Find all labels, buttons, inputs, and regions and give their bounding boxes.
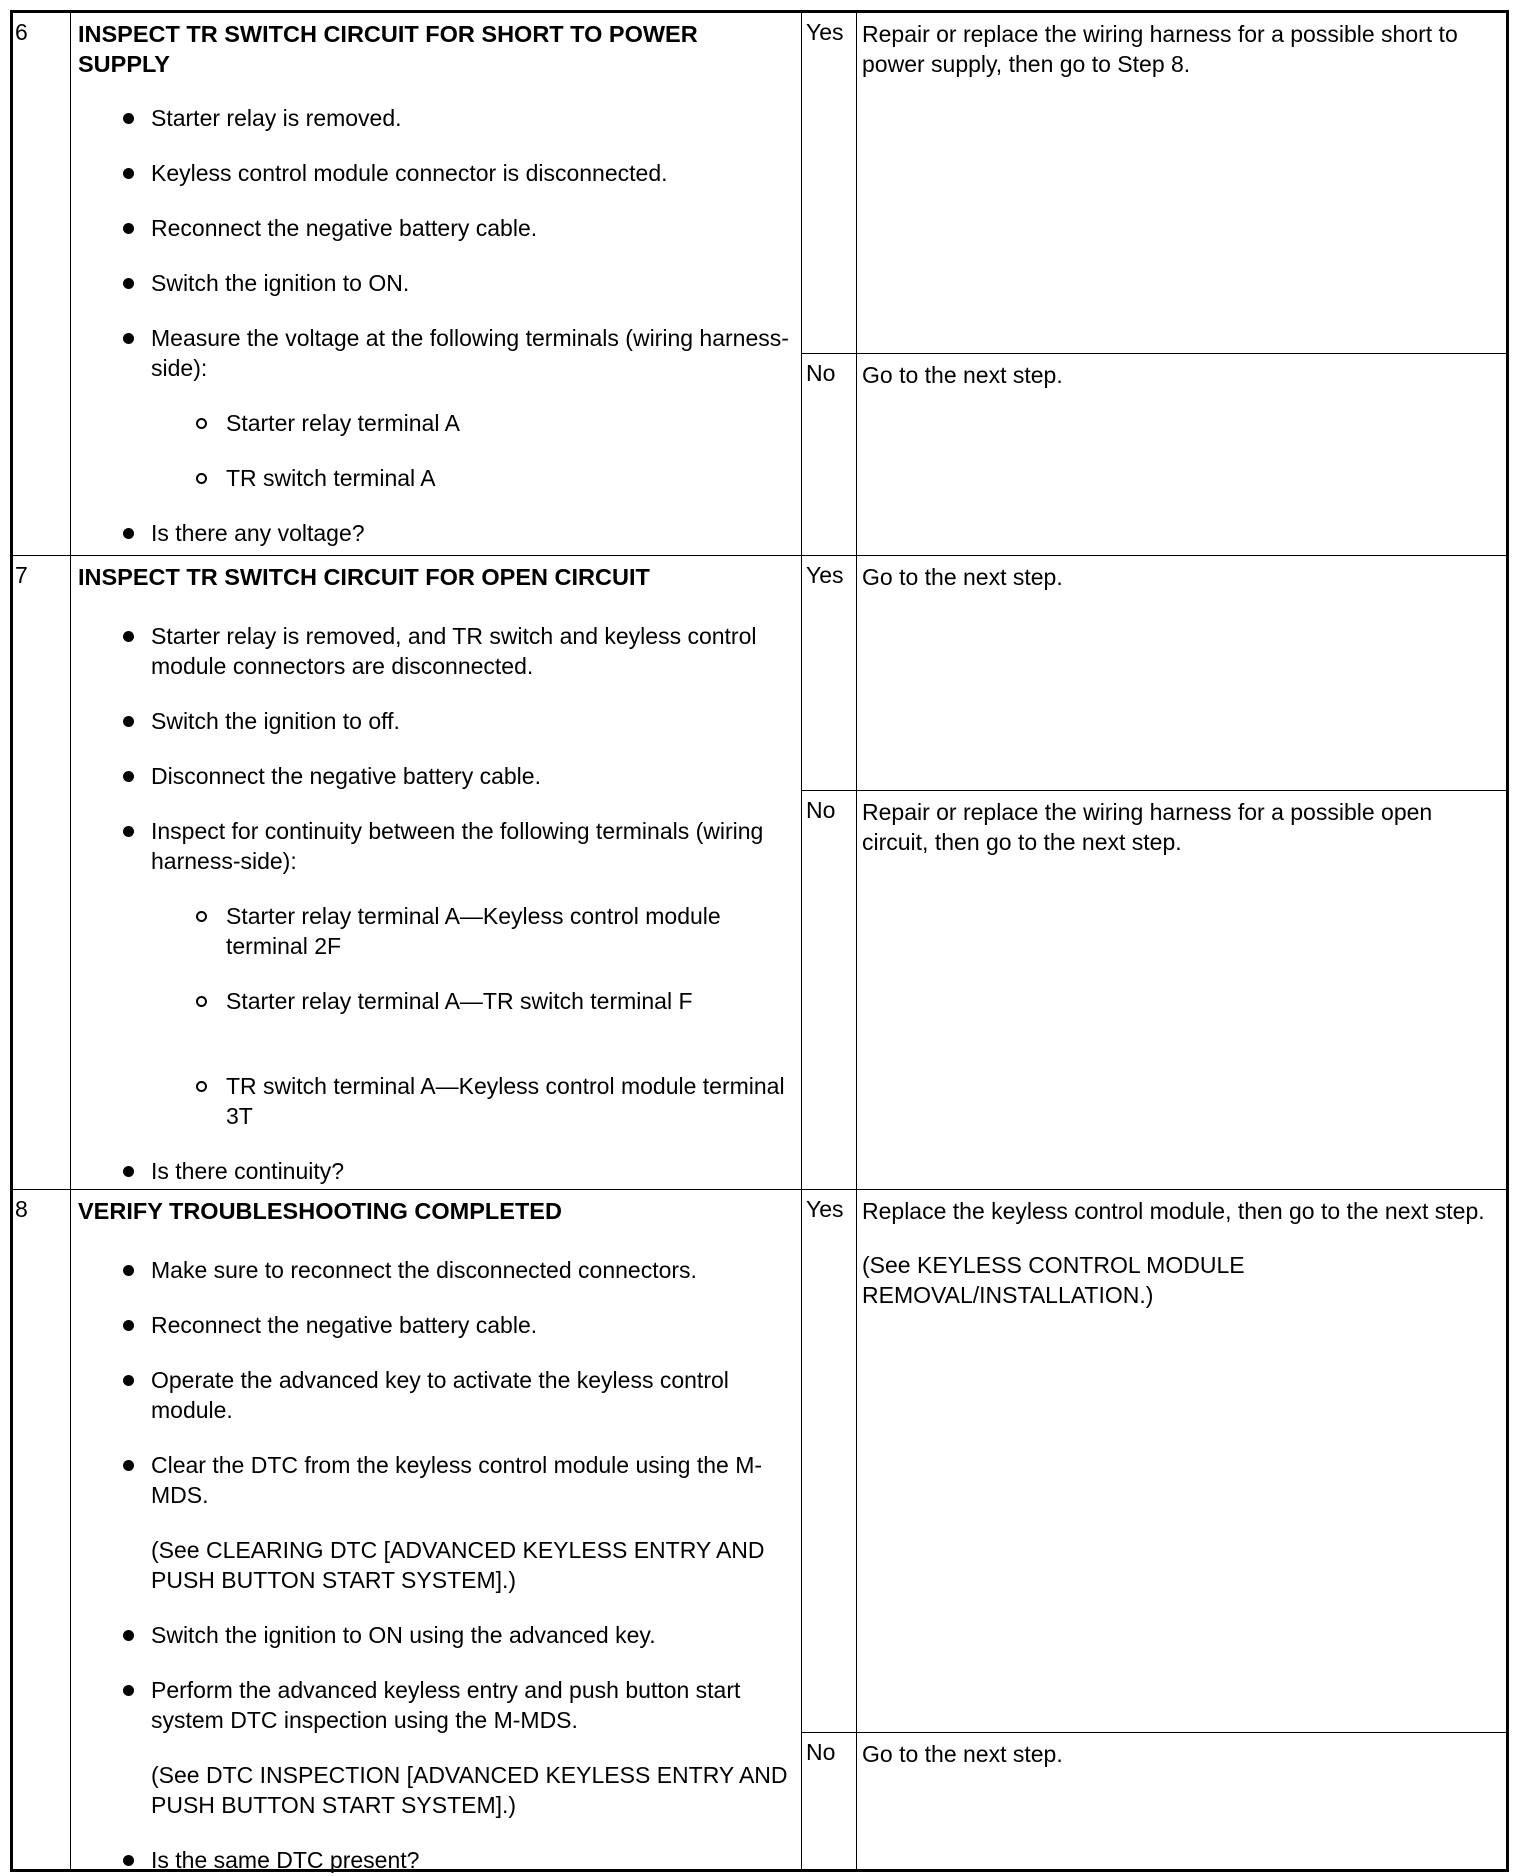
bullet-icon [123, 1265, 134, 1276]
circle-bullet-icon [196, 911, 207, 922]
step-title: VERIFY TROUBLESHOOTING COMPLETED [78, 1198, 562, 1224]
sub-item: Starter relay terminal A—TR switch terminal F [226, 986, 791, 1016]
outcome-no [802, 353, 1506, 555]
yes-label: Yes [802, 13, 857, 353]
yes-label: Yes [802, 1190, 857, 1732]
bullet-item: Disconnect the negative battery cable. [151, 761, 791, 791]
outcome-no [802, 790, 1506, 1190]
bullet-item: Is there any voltage? [151, 518, 791, 548]
sub-item: TR switch terminal A—Keyless control module terminal 3T [226, 1071, 791, 1131]
bullet-icon [123, 113, 134, 124]
bullet-icon [123, 631, 134, 642]
outcome-yes [802, 1190, 1506, 1732]
reference-note: (See KEYLESS CONTROL MODULE REMOVAL/INSTALLATION.) [862, 1252, 1245, 1308]
sub-item: TR switch terminal A [226, 463, 791, 493]
circle-bullet-icon [196, 473, 207, 484]
reference-note: (See CLEARING DTC [ADVANCED KEYLESS ENTRY AND PUSH BUTTON START SYSTEM].) [151, 1537, 765, 1593]
step-number: 6 [13, 13, 71, 555]
bullet-item: Perform the advanced keyless entry and push button start system DTC inspection using the M-MDS. [151, 1675, 791, 1735]
bullet-icon [123, 826, 134, 837]
no-action: Repair or replace the wiring harness for a possible open circuit, then go to the next step. [862, 799, 1433, 855]
bullet-icon [123, 223, 134, 234]
step-body [71, 1190, 802, 1873]
bullet-icon [123, 333, 134, 344]
circle-bullet-icon [196, 418, 207, 429]
bullet-item: Starter relay is removed, and TR switch and keyless control module connectors are disconnected. [151, 621, 791, 681]
bullet-icon [123, 716, 134, 727]
circle-bullet-icon [196, 1081, 207, 1092]
bullet-item: Is the same DTC present? [151, 1845, 791, 1875]
outcome-yes [802, 556, 1506, 790]
no-label: No [802, 354, 857, 555]
sub-item: Starter relay terminal A [226, 408, 791, 438]
outcome-yes [802, 13, 1506, 353]
bullet-item: Is there continuity? [151, 1156, 791, 1186]
sub-item: Starter relay terminal A—Keyless control module terminal 2F [226, 901, 791, 961]
bullet-icon [123, 1855, 134, 1866]
bullet-icon [123, 528, 134, 539]
step-number: 7 [13, 556, 71, 1190]
step-row-6 [13, 13, 1506, 555]
bullet-item: Clear the DTC from the keyless control module using the M-MDS. [151, 1450, 791, 1510]
step-body [71, 556, 802, 1190]
step-body [71, 13, 802, 555]
bullet-item: Starter relay is removed. [151, 103, 791, 133]
bullet-item: Switch the ignition to off. [151, 706, 791, 736]
step-title: INSPECT TR SWITCH CIRCUIT FOR SHORT TO POWER SUPPLY [78, 21, 698, 77]
bullet-item: Switch the ignition to ON. [151, 268, 791, 298]
bullet-item: Reconnect the negative battery cable. [151, 213, 791, 243]
no-action: Go to the next step. [862, 362, 1063, 388]
step-row-8 [13, 1189, 1506, 1873]
outcomes [802, 1190, 1506, 1869]
bullet-icon [123, 1685, 134, 1696]
bullet-item: Keyless control module connector is disconnected. [151, 158, 791, 188]
bullet-item: Switch the ignition to ON using the advanced key. [151, 1620, 791, 1650]
bullet-icon [123, 1375, 134, 1386]
yes-action: Repair or replace the wiring harness for a possible short to power supply, then go to Step 8. [862, 21, 1458, 77]
troubleshooting-table [10, 10, 1509, 1872]
bullet-item: Inspect for continuity between the following terminals (wiring harness-side): [151, 816, 791, 876]
no-label: No [802, 1733, 857, 1869]
bullet-icon [123, 1630, 134, 1641]
step-title: INSPECT TR SWITCH CIRCUIT FOR OPEN CIRCUIT [78, 564, 650, 590]
no-label: No [802, 791, 857, 1190]
step-number: 8 [13, 1190, 71, 1869]
yes-action: Replace the keyless control module, then go to the next step. (See KEYLESS CONTROL MODULE REMOVAL/INSTALLATION.) [857, 1190, 1506, 1334]
outcome-no [802, 1732, 1506, 1869]
bullet-icon [123, 1166, 134, 1177]
outcomes [802, 556, 1506, 1190]
step-row-7 [13, 555, 1506, 1190]
bullet-icon [123, 1320, 134, 1331]
yes-action: Go to the next step. [862, 564, 1063, 590]
outcomes [802, 13, 1506, 555]
reference-note: (See DTC INSPECTION [ADVANCED KEYLESS ENTRY AND PUSH BUTTON START SYSTEM].) [151, 1762, 788, 1818]
bullet-item: Make sure to reconnect the disconnected connectors. [151, 1255, 791, 1285]
yes-label: Yes [802, 556, 857, 790]
circle-bullet-icon [196, 996, 207, 1007]
bullet-item: Measure the voltage at the following terminals (wiring harness-side): [151, 323, 791, 383]
bullet-icon [123, 278, 134, 289]
bullet-item: Operate the advanced key to activate the keyless control module. [151, 1365, 791, 1425]
no-action: Go to the next step. [862, 1741, 1063, 1767]
bullet-icon [123, 1460, 134, 1471]
bullet-icon [123, 771, 134, 782]
bullet-item: Reconnect the negative battery cable. [151, 1310, 791, 1340]
bullet-icon [123, 168, 134, 179]
